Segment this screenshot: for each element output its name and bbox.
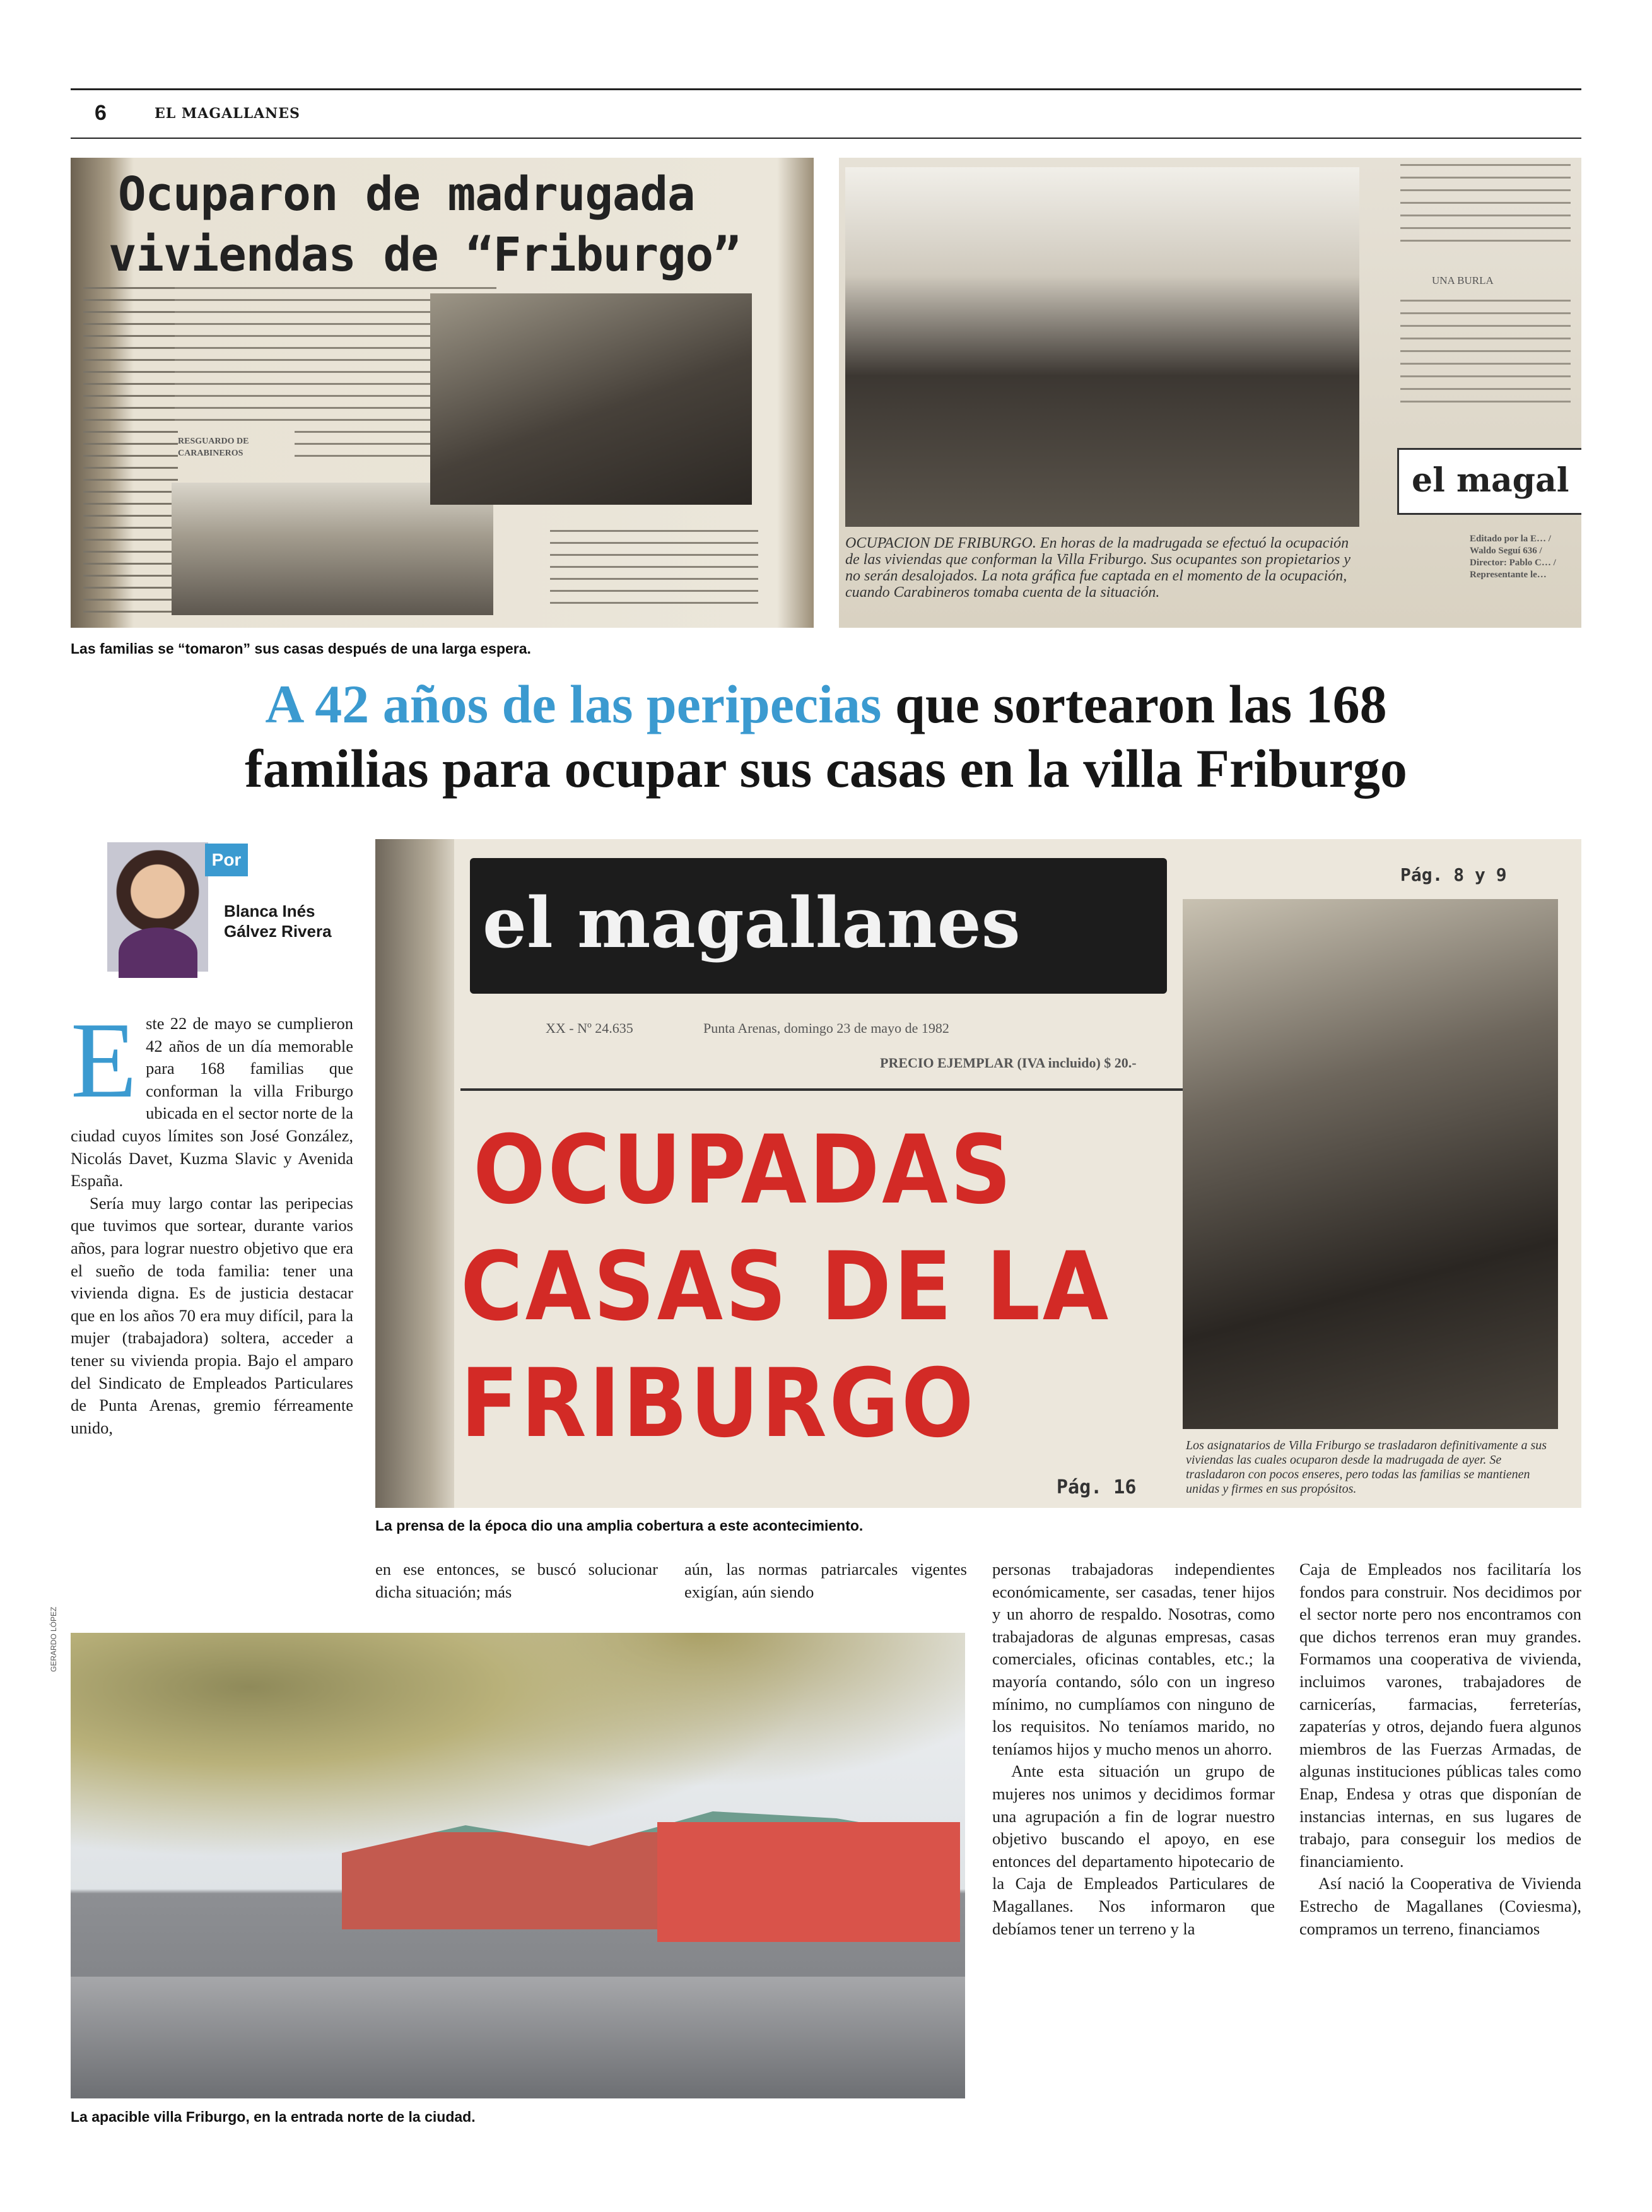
clipping-left-text-column [175, 287, 301, 426]
clipping-right-text-column [1400, 300, 1571, 410]
front-page-masthead-title: el magallanes [483, 882, 1021, 963]
front-page-masthead [470, 858, 1167, 994]
clipping-left-subhead: RESGUARDO DE CARABINEROS [178, 437, 249, 458]
article-paragraph: en ese entonces, se buscó solucionar dicha situación; más [375, 1560, 658, 1601]
clipping-right-subhead: UNA BURLA [1432, 274, 1494, 286]
clipping-left-headline-1: Ocuparon de madrugada [118, 167, 695, 221]
publication-name: EL MAGALLANES [155, 105, 300, 122]
front-page-headline-2: CASAS DE LA [460, 1232, 1111, 1342]
clipping-right-imprint: Editado por la E… / Waldo Seguí 636 / Director: Pablo C… / Representante le… [1470, 534, 1556, 580]
article-column-5 [1299, 1558, 1581, 1940]
clipping-right-photo [839, 158, 1581, 628]
clipping-left-people-photo [430, 293, 752, 505]
front-page-photo [375, 839, 1581, 1508]
author-name-line-1: Blanca Inés [224, 902, 315, 921]
front-page-headline-3: FRIBURGO [460, 1349, 976, 1459]
street-photo-caption: La apacible villa Friburgo, en la entrada norte de la ciudad. [71, 2109, 476, 2125]
article-paragraph: ste 22 de mayo se cumplieron 42 años de un día memorable para 168 familias que conforman la villa Friburgo ubicada en el sector norte de la ciudad cuyos límites son José González, Nicolás Davet, Kuzma Slavic y Avenida España. [71, 1014, 353, 1191]
article-paragraph: Ante esta situación un grupo de mujeres nos unimos y decidimos formar una agrupación a fin de lograr nuestro objetivo buscando el apoyo, en ese entonces del departamento hipotecario de la Caja de Empleados Particulares de Magallanes. Nos informaron que debíamos tener un terreno y la [992, 1762, 1275, 1938]
clipping-right-logo-box [1397, 448, 1581, 515]
front-page-photo-caption: Los asignatarios de Villa Friburgo se trasladaron definitivamente a sus viviendas las cuales ocuparon desde la madrugada de ayer. Se trasladaron con pocos enseres, pero todas las familias se mantienen unidas y firmes en sus propósitos. [1186, 1438, 1547, 1496]
author-name [224, 901, 332, 941]
author-name-line-2: Gálvez Rivera [224, 922, 332, 941]
clipping-left-text-column [83, 287, 178, 615]
article-column-1 [71, 1001, 353, 1606]
article-paragraph: aún, las normas patriarcales vigentes exigían, aún siendo [684, 1560, 967, 1601]
headline-line-2: familias para ocupar sus casas en la villa Friburgo [245, 738, 1407, 799]
front-page-pageref-bottom: Pág. 16 [1057, 1476, 1137, 1498]
article-column-4 [992, 1558, 1275, 1940]
front-page-pageref: Pág. 8 y 9 [1400, 864, 1507, 885]
author-avatar [107, 842, 208, 972]
clipping-right-crowd-photo [845, 167, 1359, 527]
front-page-date: Punta Arenas, domingo 23 de mayo de 1982 [703, 1020, 949, 1036]
clipping-right-text-column [1400, 164, 1571, 252]
front-page-price: PRECIO EJEMPLAR (IVA incluido) $ 20.- [880, 1055, 1137, 1071]
article-headline [71, 672, 1581, 801]
photo-credit: GERARDO LÓPEZ [49, 1606, 58, 1672]
front-page-family-photo [1183, 899, 1558, 1429]
front-page-caption: La prensa de la época dio una amplia cobertura a este acontecimiento. [375, 1517, 864, 1534]
top-photo-caption: Las familias se “tomaron” sus casas después de una larga espera. [71, 640, 531, 657]
front-page-fold-shadow [375, 839, 454, 1508]
article-paragraph: Caja de Empleados nos facilitaría los fondos para construir. Nos decidimos por el sector norte pero nos encontramos con que dichos terrenos eran muy grandes. Formamos una cooperativa de vivienda, incluimos varones, trabajadores de carnicerías, farmacias, ferreterías, zapaterías y otros, dejando fuera algunos miembros de las Fuerzas Armadas, de algunas instituciones públicas tales como Enap, Endesa y otras que disponían de instancias internas, en sus lugares de trabajo, para conseguir los medios de financiamiento. [1299, 1560, 1581, 1871]
clipping-left-photo [71, 158, 814, 628]
article-column-3 [684, 1558, 967, 1603]
street-photo [71, 1633, 965, 2098]
headline-rest: que sortearon las 168 [881, 674, 1387, 734]
article-column-2 [375, 1558, 658, 1603]
street-red-house [657, 1822, 960, 1942]
header-rule [71, 88, 1581, 90]
byline-por-badge: Por [205, 844, 248, 876]
headline-accent: A 42 años de las peripecias [265, 674, 882, 734]
street-road [71, 1977, 965, 2098]
clipping-right-logo: el magal [1412, 461, 1569, 500]
front-page-rule [460, 1088, 1186, 1091]
article-paragraph: personas trabajadoras independientes económicamente, ser casadas, tener hijos y un ahorro de respaldo. Nosotras, como trabajadoras de algunas empresas, casas comerciales, oficinas contables, etc.; la mayoría contando, sólo con un ingreso mínimo, no cumplíamos con ninguno de los requisitos. No teníamos marido, no teníamos hijos y mucho menos un ahorro. [992, 1560, 1275, 1758]
page-number: 6 [95, 101, 107, 125]
clipping-right-caption: OCUPACION DE FRIBURGO. En horas de la madrugada se efectuó la ocupación de las viviendas que conforman la Villa Friburgo. Sus ocupantes son propietarios y no serán desalojados. La nota gráfica fue captada en el momento de la ocupación, cuando Carabineros tomaba cuenta de la situación. [845, 535, 1351, 601]
clipping-left-text-column [550, 530, 758, 612]
article-paragraph: Así nació la Cooperativa de Vivienda Estrecho de Magallanes (Coviesma), compramos un terreno, financiamos [1299, 1874, 1581, 1938]
clipping-left-headline-2: viviendas de “Friburgo” [108, 228, 741, 282]
front-page-issue: XX - Nº 24.635 [546, 1020, 633, 1036]
article-dropcap: E [71, 1001, 138, 1121]
front-page-headline-1: OCUPADAS [473, 1115, 1014, 1225]
article-paragraph: Sería muy largo contar las peripecias que tuvimos que sortear, durante varios años, para lograr nuestro objetivo que era el sueño de toda familia: tener una vivienda digna. Es de justicia destacar que en los años 70 era muy difícil, para la mujer (trabajadora) soltera, acceder a tener su vivienda propia. Bajo el amparo del Sindicato de Empleados Particulares de Punta Arenas, gremio férreamente unido, [71, 1193, 353, 1437]
header-divider [71, 138, 1581, 139]
